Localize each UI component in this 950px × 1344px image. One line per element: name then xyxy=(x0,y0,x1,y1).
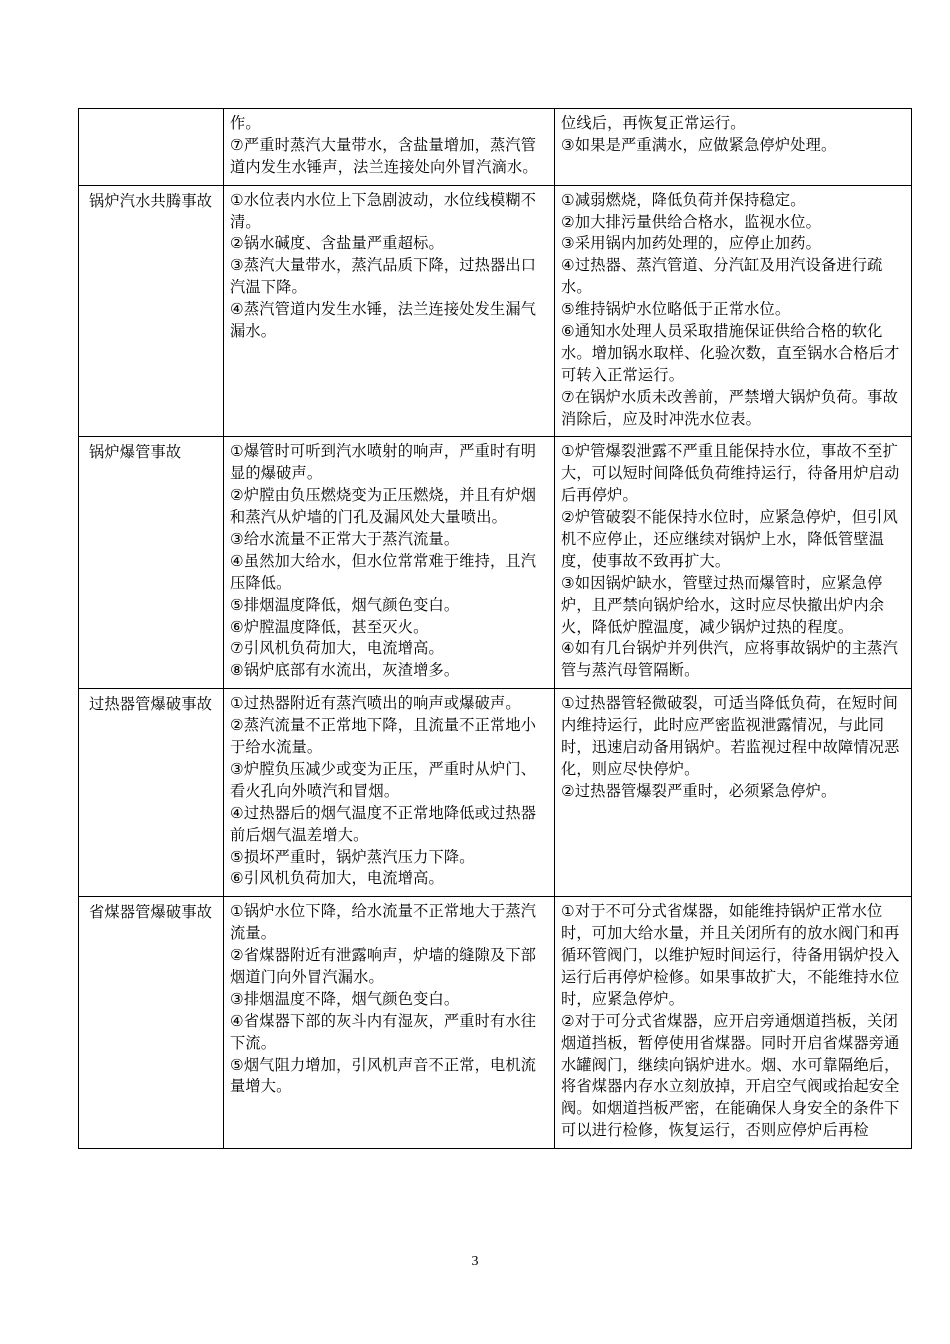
symptoms-cell xyxy=(224,185,555,437)
measures-cell xyxy=(555,109,912,186)
symptom-line: ⑤排烟温度降低，烟气颜色变白。 xyxy=(230,595,460,614)
symptom-line: ⑦引风机负荷加大，电流增高。 xyxy=(230,639,444,658)
row-label-cell xyxy=(79,109,224,186)
symptom-line: ①锅炉水位下降，给水流量不正常地大于蒸汽流量。 xyxy=(230,902,537,943)
row-label: 省煤器管爆破事故 xyxy=(89,903,213,922)
measure-line: ⑤维持锅炉水位略低于正常水位。 xyxy=(561,300,791,319)
row-label: 过热器管爆破事故 xyxy=(89,695,213,714)
measure-line: ②对于可分式省煤器，应开启旁通烟道挡板，关闭烟道挡板，暂停使用省煤器。同时开启省煤器旁通水罐阀门，继续向锅炉进水。烟、水可靠隔绝后，将省煤器内存水立刻放掉，开启空气阀或抬起安全阀。如烟道挡板严密，在能确保人身安全的条件下可以进行检修，恢复运行，否则应停炉后再检 xyxy=(561,1011,900,1140)
row-label-cell xyxy=(79,897,224,1149)
measure-line: ⑥通知水处理人员采取措施保证供给合格的软化水。增加锅水取样、化验次数，直至锅水合格后才可转入正常运行。 xyxy=(561,322,900,384)
measure-line: ①过热器管轻微破裂，可适当降低负荷，在短时间内维持运行，此时应严密监视泄露情况，与此同时，迅速启动备用锅炉。若监视过程中故障情况恶化，则应尽快停炉。 xyxy=(561,694,900,778)
symptom-line: ③排烟温度不降，烟气颜色变白。 xyxy=(230,989,460,1008)
symptoms-cell xyxy=(224,109,555,186)
measure-line: ③采用锅内加药处理的，应停止加药。 xyxy=(561,234,822,253)
row-label: 锅炉汽水共腾事故 xyxy=(89,191,213,210)
symptoms-cell xyxy=(224,437,555,689)
symptom-line: ⑦严重时蒸汽大量带水，含盐量增加，蒸汽管道内发生水锤声，法兰连接处向外冒汽滴水。 xyxy=(230,135,538,176)
measure-line: ①减弱燃烧，降低负荷并保持稳定。 xyxy=(561,190,806,209)
symptom-line: ②蒸汽流量不正常地下降，且流量不正常地小于给水流量。 xyxy=(230,716,537,757)
symptom-line: ⑤损坏严重时，锅炉蒸汽压力下降。 xyxy=(230,847,475,866)
measure-line: ①对于不可分式省煤器，如能维持锅炉正常水位时，可加大给水量，并且关闭所有的放水阀门和再循环管阀门，以维护短时间运行，待备用锅炉投入运行后再停炉检修。如果事故扩大，不能维持水位时，应紧急停炉。 xyxy=(561,902,900,1008)
row-label-cell xyxy=(79,689,224,897)
table-row xyxy=(79,689,912,897)
measure-line: 位线后，再恢复正常运行。 xyxy=(561,114,746,132)
symptom-line: ①爆管时可听到汽水喷射的响声，严重时有明显的爆破声。 xyxy=(230,442,537,483)
measures-cell xyxy=(555,689,912,897)
measure-line: ④如有几台锅炉并列供汽，应将事故锅炉的主蒸汽管与蒸汽母管隔断。 xyxy=(561,639,898,680)
symptom-line: ③蒸汽大量带水，蒸汽品质下降，过热器出口汽温下降。 xyxy=(230,256,537,297)
symptom-line: ⑥引风机负荷加大，电流增高。 xyxy=(230,869,444,888)
row-label-cell xyxy=(79,185,224,437)
measure-line: ③如果是严重满水，应做紧急停炉处理。 xyxy=(561,135,837,154)
symptom-line: ①过热器附近有蒸汽喷出的响声或爆破声。 xyxy=(230,694,521,713)
table-row xyxy=(79,109,912,186)
symptom-line: ④虽然加大给水，但水位常常难于维持，且汽压降低。 xyxy=(230,551,537,592)
symptom-line: ④蒸汽管道内发生水锤，法兰连接处发生漏气漏水。 xyxy=(230,300,537,341)
symptom-line: ④省煤器下部的灰斗内有湿灰，严重时有水往下流。 xyxy=(230,1011,537,1052)
table-row xyxy=(79,437,912,689)
symptom-line: ①水位表内水位上下急剧波动，水位线模糊不清。 xyxy=(230,190,537,231)
symptom-line: ③给水流量不正常大于蒸汽流量。 xyxy=(230,530,460,549)
measures-cell xyxy=(555,437,912,689)
measure-line: ②炉管破裂不能保持水位时，应紧急停炉，但引风机不应停止，还应继续对锅炉上水，降低管壁温度，使事故不致再扩大。 xyxy=(561,508,898,570)
symptom-line: ②省煤器附近有泄露响声，炉墙的缝隙及下部烟道门向外冒汽漏水。 xyxy=(230,946,537,986)
table-body xyxy=(79,109,912,1149)
symptom-line: 作。 xyxy=(230,114,261,132)
measures-cell xyxy=(555,897,912,1149)
measure-line: ②加大排污量供给合格水，监视水位。 xyxy=(561,212,822,231)
symptom-line: ⑥炉膛温度降低，甚至灭火。 xyxy=(230,617,429,636)
table-row xyxy=(79,897,912,1149)
measures-cell xyxy=(555,185,912,437)
row-label-cell xyxy=(79,437,224,689)
fault-handling-table xyxy=(78,108,912,1149)
symptom-line: ②锅水碱度、含盐量严重超标。 xyxy=(230,234,444,253)
row-label: 锅炉爆管事故 xyxy=(89,443,182,462)
table-row xyxy=(79,185,912,437)
symptom-line: ⑧锅炉底部有水流出，灰渣增多。 xyxy=(230,661,460,680)
symptoms-cell xyxy=(224,897,555,1149)
page-number: 3 xyxy=(471,1254,479,1269)
measure-line: ①炉管爆裂泄露不严重且能保持水位，事故不至扩大，可以短时间降低负荷维持运行，待备用炉启动后再停炉。 xyxy=(561,442,900,505)
symptoms-cell xyxy=(224,689,555,897)
symptom-line: ④过热器后的烟气温度不正常地降低或过热器前后烟气温差增大。 xyxy=(230,803,537,844)
symptom-line: ③炉膛负压减少或变为正压，严重时从炉门、看火孔向外喷汽和冒烟。 xyxy=(230,759,537,800)
symptom-line: ②炉膛由负压燃烧变为正压燃烧，并且有炉烟和蒸汽从炉墙的门孔及漏风处大量喷出。 xyxy=(230,486,537,527)
measure-line: ④过热器、蒸汽管道、分汽缸及用汽设备进行疏水。 xyxy=(561,256,883,297)
symptom-line: ⑤烟气阻力增加，引风机声音不正常，电机流量增大。 xyxy=(230,1055,537,1096)
measure-line: ②过热器管爆裂严重时，必须紧急停炉。 xyxy=(561,781,837,800)
measure-line: ⑦在锅炉水质未改善前，严禁增大锅炉负荷。事故消除后，应及时冲洗水位表。 xyxy=(561,387,898,428)
measure-line: ③如因锅炉缺水，管壁过热而爆管时，应紧急停炉，且严禁向锅炉给水，这时应尽快撤出炉内余火，降低炉膛温度，减少锅炉过热的程度。 xyxy=(561,573,885,636)
